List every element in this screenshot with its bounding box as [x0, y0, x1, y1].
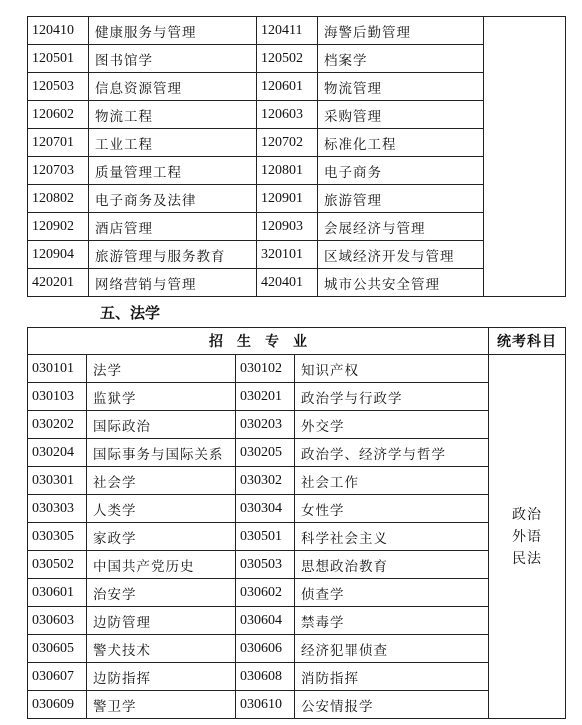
major-code: 030607 — [28, 663, 87, 691]
major-code: 030501 — [236, 523, 295, 551]
major-name: 酒店管理 — [89, 213, 257, 241]
major-code: 030305 — [28, 523, 87, 551]
major-name: 电子商务 — [318, 157, 484, 185]
major-name: 警犬技术 — [87, 635, 236, 663]
major-name: 边防指挥 — [87, 663, 236, 691]
major-name: 会展经济与管理 — [318, 213, 484, 241]
table-row — [28, 355, 566, 383]
exam-subjects-cell — [484, 17, 566, 297]
section-title: 五、法学 — [100, 304, 161, 322]
major-code: 120702 — [257, 129, 318, 157]
major-code: 030205 — [236, 439, 295, 467]
major-code: 030203 — [236, 411, 295, 439]
major-name: 旅游管理与服务教育 — [89, 241, 257, 269]
major-name: 家政学 — [87, 523, 236, 551]
major-name: 女性学 — [295, 495, 489, 523]
major-code: 120502 — [257, 45, 318, 73]
major-name: 旅游管理 — [318, 185, 484, 213]
major-code: 120902 — [28, 213, 89, 241]
table-row — [28, 411, 566, 439]
major-name: 消防指挥 — [295, 663, 489, 691]
major-name: 采购管理 — [318, 101, 484, 129]
law-header-row — [28, 328, 566, 355]
major-name: 边防管理 — [87, 607, 236, 635]
major-name: 网络营销与管理 — [89, 269, 257, 297]
table-row — [28, 663, 566, 691]
major-name: 城市公共安全管理 — [318, 269, 484, 297]
major-name: 信息资源管理 — [89, 73, 257, 101]
table-row — [28, 467, 566, 495]
major-name: 中国共产党历史 — [87, 551, 236, 579]
exam-subjects-cell — [489, 355, 566, 719]
major-code: 420201 — [28, 269, 89, 297]
law-majors-table — [27, 327, 566, 719]
major-name: 图书馆学 — [89, 45, 257, 73]
major-code: 120701 — [28, 129, 89, 157]
exam-subjects-header: 统考科目 — [489, 328, 566, 355]
table-row — [28, 439, 566, 467]
table-row — [28, 551, 566, 579]
major-code: 120410 — [28, 17, 89, 45]
major-name: 质量管理工程 — [89, 157, 257, 185]
major-code: 120901 — [257, 185, 318, 213]
major-name: 标准化工程 — [318, 129, 484, 157]
major-code: 030301 — [28, 467, 87, 495]
major-code: 030101 — [28, 355, 87, 383]
major-name: 科学社会主义 — [295, 523, 489, 551]
major-name: 监狱学 — [87, 383, 236, 411]
enrollment-major-header: 招生专业 — [28, 328, 489, 355]
exam-subject: 政治 — [512, 506, 542, 523]
exam-subject: 民法 — [512, 550, 542, 567]
major-code: 120501 — [28, 45, 89, 73]
management-majors-body — [28, 17, 566, 297]
major-name: 国际政治 — [87, 411, 236, 439]
table-row — [28, 607, 566, 635]
major-name: 海警后勤管理 — [318, 17, 484, 45]
major-name: 公安情报学 — [295, 691, 489, 719]
major-code: 030610 — [236, 691, 295, 719]
major-name: 社会工作 — [295, 467, 489, 495]
major-code: 030605 — [28, 635, 87, 663]
major-code: 120602 — [28, 101, 89, 129]
table-row — [28, 17, 566, 45]
management-majors-table — [27, 16, 566, 297]
major-code: 030304 — [236, 495, 295, 523]
law-majors-body — [28, 355, 566, 719]
major-name: 人类学 — [87, 495, 236, 523]
major-code: 030503 — [236, 551, 295, 579]
major-name: 思想政治教育 — [295, 551, 489, 579]
major-name: 外交学 — [295, 411, 489, 439]
major-code: 030608 — [236, 663, 295, 691]
major-name: 电子商务及法律 — [89, 185, 257, 213]
table-row — [28, 635, 566, 663]
major-name: 物流工程 — [89, 101, 257, 129]
major-code: 030502 — [28, 551, 87, 579]
major-name: 经济犯罪侦查 — [295, 635, 489, 663]
major-name: 禁毒学 — [295, 607, 489, 635]
major-code: 030102 — [236, 355, 295, 383]
major-code: 120703 — [28, 157, 89, 185]
major-code: 030201 — [236, 383, 295, 411]
table-row — [28, 495, 566, 523]
major-code: 120904 — [28, 241, 89, 269]
major-code: 420401 — [257, 269, 318, 297]
major-name: 法学 — [87, 355, 236, 383]
table-row — [28, 691, 566, 719]
major-code: 030601 — [28, 579, 87, 607]
major-code: 120503 — [28, 73, 89, 101]
table-row — [28, 523, 566, 551]
major-name: 档案学 — [318, 45, 484, 73]
major-code: 320101 — [257, 241, 318, 269]
major-code: 030302 — [236, 467, 295, 495]
major-code: 120603 — [257, 101, 318, 129]
major-code: 030303 — [28, 495, 87, 523]
major-code: 030602 — [236, 579, 295, 607]
major-code: 120801 — [257, 157, 318, 185]
major-name: 健康服务与管理 — [89, 17, 257, 45]
major-name: 物流管理 — [318, 73, 484, 101]
major-name: 治安学 — [87, 579, 236, 607]
major-name: 知识产权 — [295, 355, 489, 383]
major-name: 警卫学 — [87, 691, 236, 719]
major-name: 工业工程 — [89, 129, 257, 157]
major-code: 120802 — [28, 185, 89, 213]
major-code: 030204 — [28, 439, 87, 467]
major-code: 030202 — [28, 411, 87, 439]
major-code: 030606 — [236, 635, 295, 663]
major-name: 区域经济开发与管理 — [318, 241, 484, 269]
major-code: 120411 — [257, 17, 318, 45]
major-code: 120601 — [257, 73, 318, 101]
major-name: 政治学、经济学与哲学 — [295, 439, 489, 467]
table-row — [28, 383, 566, 411]
table-row — [28, 579, 566, 607]
major-name: 政治学与行政学 — [295, 383, 489, 411]
major-name: 国际事务与国际关系 — [87, 439, 236, 467]
major-name: 社会学 — [87, 467, 236, 495]
major-code: 030604 — [236, 607, 295, 635]
exam-subject: 外语 — [512, 528, 542, 545]
major-name: 侦查学 — [295, 579, 489, 607]
major-code: 120903 — [257, 213, 318, 241]
major-code: 030103 — [28, 383, 87, 411]
major-code: 030609 — [28, 691, 87, 719]
major-code: 030603 — [28, 607, 87, 635]
